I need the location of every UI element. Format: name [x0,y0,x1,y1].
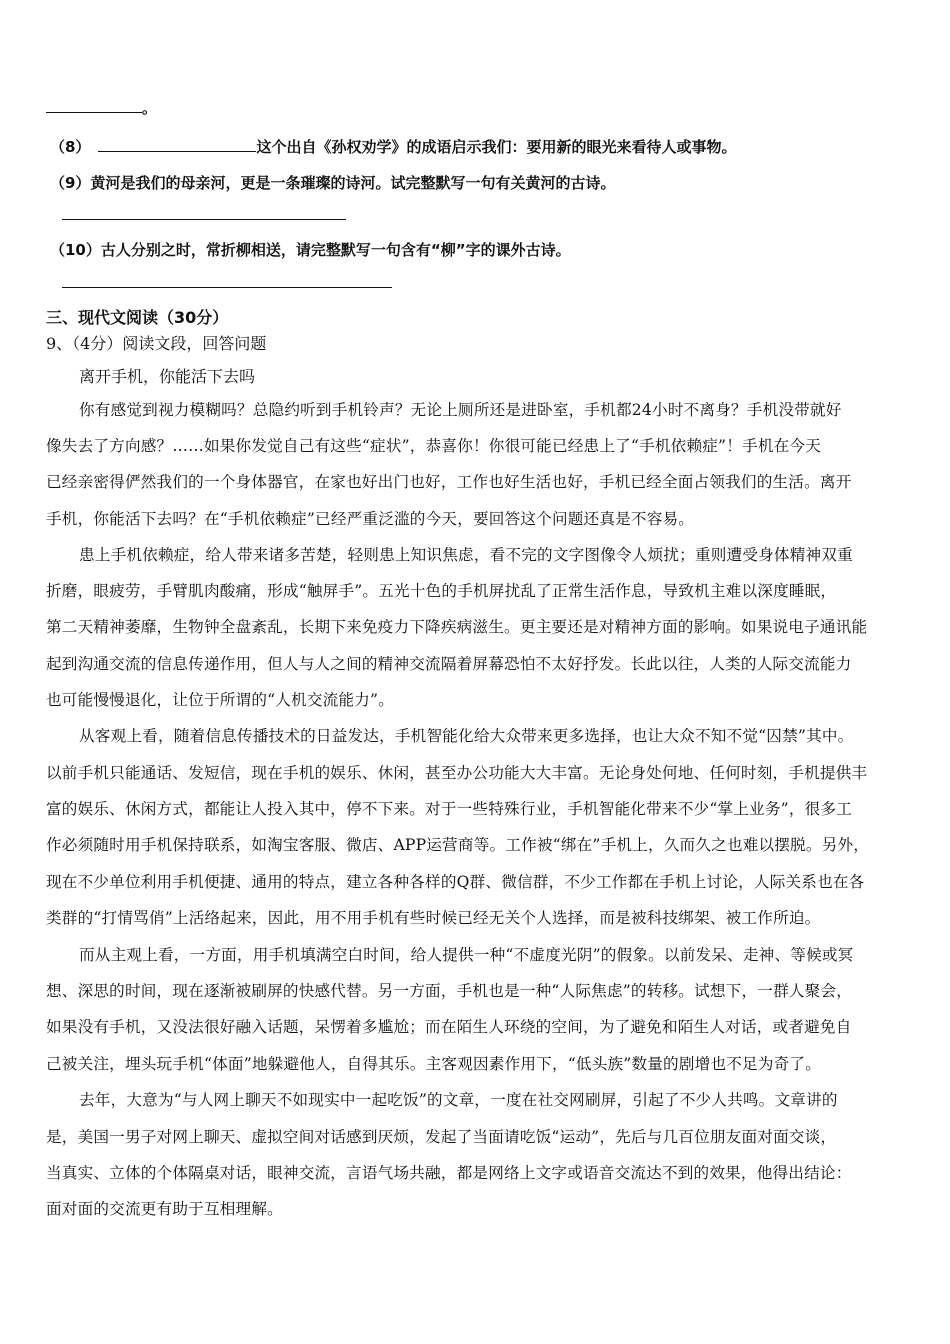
body-line: 手机，你能活下去吗？在“手机依赖症”已经严重泛滥的今天，要回答这个问题还真是不容易。 [46,510,695,528]
body-line: 是，美国一男子对网上聊天、虚拟空间对话感到厌烦，发起了当面请吃饭“运动”，先后与几百位朋友面对面交谈， [46,1128,837,1146]
body-line: 去年，大意为“与人网上聊天不如现实中一起吃饭”的文章，一度在社交网刷屏，引起了不少人共鸣。文章讲的 [79,1091,838,1109]
question-10: （10）古人分别之时，常折柳相送，请完整默写一句含有“柳”字的课外古诗。 [50,241,571,259]
section-title: 三、现代文阅读（30分） [46,308,229,327]
body-line: 你有感觉到视力模糊吗？总隐约听到手机铃声？无论上厕所还是进卧室，手机都24小时不离身？手机没带就好 [79,401,842,419]
previous-answer-blank [46,97,157,118]
body-line: 现在不少单位利用手机便捷、通用的特点，建立各种各样的Q群、微信群，不少工作都在手机上讨论，人际关系也在各 [46,873,865,891]
question-8-number: （8） [50,138,91,156]
body-line: 已经亲密得俨然我们的一个身体器官，在家也好出门也好，工作也好生活也好，手机已经全面占领我们的生活。离开 [46,473,852,491]
body-line: 而从主观上看，一方面，用手机填满空白时间，给人提供一种“不虚度光阴”的假象。以前发呆、走神、等候或冥 [79,946,854,964]
body-line: 富的娱乐、休闲方式，都能让人投入其中，停不下来。对于一些特殊行业，手机智能化带来不少“掌上业务”，很多工 [46,800,853,818]
body-line: 从客观上看，随着信息传播技术的日益发达，手机智能化给大众带来更多选择，也让大众不知不觉“囚禁”其中。 [79,727,854,745]
question-8 [50,136,736,157]
body-line: 以前手机只能通话、发短信，现在手机的娱乐、休闲，甚至办公功能大大丰富。无论身处何地、任何时刻，手机提供丰 [46,764,868,782]
body-line: 像失去了方向感？……如果你发觉自己有这些“症状”，恭喜你！你很可能已经患上了“手机依赖症”！手机在今天 [46,437,821,455]
body-line: 面对面的交流更有助于互相理解。 [46,1200,283,1218]
body-line: 起到沟通交流的信息传递作用，但人与人之间的精神交流隔着屏幕恐怕不太好抒发。长此以往，人类的人际交流能力 [46,655,852,673]
body-line: 第二天精神萎靡，生物钟全盘紊乱，长期下来免疫力下降疾病滋生。更主要还是对精神方面的影响。如果说电子通讯能 [46,618,868,636]
answer-blank[interactable] [46,111,142,113]
article-title: 离开手机，你能活下去吗 [79,367,256,386]
body-line: 想、深思的时间，现在逐渐被刷屏的快感代替。另一方面，手机也是一种“人际焦虑”的转移。试想下，一群人聚会， [46,982,853,1000]
question-8-text: 这个出自《孙权劝学》的成语启示我们：要用新的眼光来看待人或事物。 [256,138,737,156]
body-line: 当真实、立体的个体隔桌对话，眼神交流，言语气场共融，都是网络上文字或语音交流达不到的效果，他得出结论： [46,1164,852,1182]
question-9: （9）黄河是我们的母亲河，更是一条璀璨的诗河。试完整默写一句有关黄河的古诗。 [50,174,616,192]
question-9-answer-line[interactable] [62,219,346,220]
body-line: 患上手机依赖症，给人带来诸多苦楚，轻则患上知识焦虑，看不完的文字图像令人烦扰；重则遭受身体精神双重 [79,546,853,564]
question-10-answer-line[interactable] [62,287,392,288]
body-line: 类群的“打情骂俏”上活络起来，因此，用不用手机有些时候已经无关个人选择，而是被科技绑架、被工作所迫。 [46,909,821,927]
question-8-blank[interactable] [98,150,256,152]
trailing-period: 。 [142,99,158,117]
body-line: 作必须随时用手机保持联系，如淘宝客服、微店、APP运营商等。工作被“绑在”手机上，久而久之也难以摆脱。另外， [46,836,870,854]
body-line: 折磨，眼疲劳，手臂肌肉酸痛，形成“触屏手”。五光十色的手机屏扰乱了正常生活作息，导致机主难以深度睡眠， [46,582,837,600]
body-line: 也可能慢慢退化，让位于所谓的“人机交流能力”。 [46,691,395,709]
body-line: 如果没有手机，又没法很好融入话题，呆愣着多尴尬；而在陌生人环绕的空间，为了避免和陌生人对话，或者避免自 [46,1018,852,1036]
question-9-heading: 9、（4分）阅读文段，回答问题 [46,334,267,353]
body-line: 己被关注，埋头玩手机“体面”地躲避他人，自得其乐。主客观因素作用下，“低头族”数量的剧增也不足为奇了。 [46,1055,821,1073]
